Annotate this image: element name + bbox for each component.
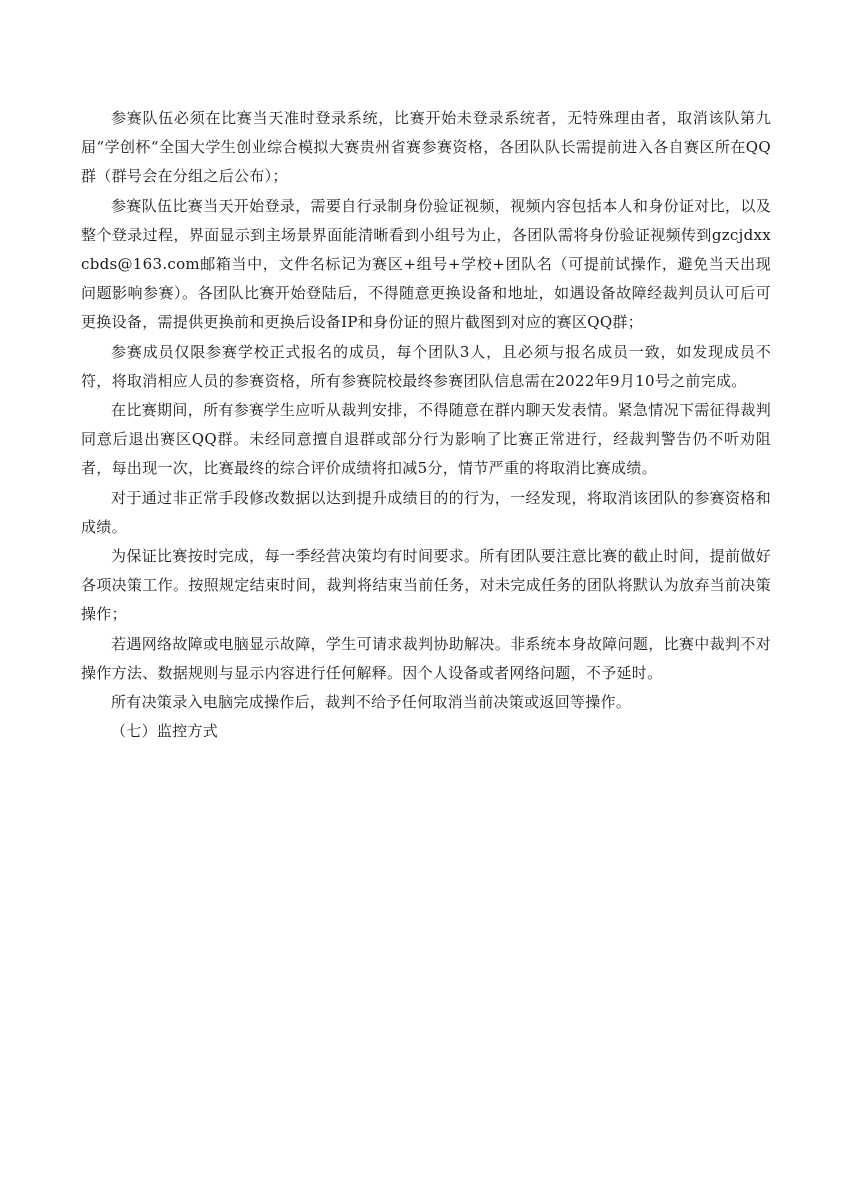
paragraph-final-decisions: 所有决策录入电脑完成操作后，裁判不给予任何取消当前决策或返回等操作。 — [111, 693, 632, 712]
paragraph-conduct-rules: 在比赛期间，所有参赛学生应听从裁判安排，不得随意在群内聊天发表情。紧急情况下需征得裁判同意后退出赛区QQ群。未经同意擅自退群或部分行为影响了比赛正常进行，经裁判警告仍不听劝阻者，每出现一次，比赛最终的综合评价成绩将扣减5分，情节严重的将取消比赛成绩。 — [81, 401, 771, 478]
paragraph-identity-verification: 参赛队伍比赛当天开始登录，需要自行录制身份验证视频，视频内容包括本人和身份证对比，以及整个登录过程，界面显示到主场景界面能清晰看到小组号为止，各团队需将身份验证视频传到gzcjdxxcbds@163.com邮箱当中，文件名标记为赛区+组号+学校+团队名（可提前试操作，避免当天出现问题影响参赛）。各团队比赛开始登陆后，不得随意更换设备和地址，如遇设备故障经裁判员认可后可更换设备，需提供更换前和更换后设备IP和身份证的照片截图到对应的赛区QQ群； — [81, 196, 771, 332]
paragraph-login-requirement: 参赛队伍必须在比赛当天准时登录系统，比赛开始未登录系统者，无特殊理由者，取消该队第九届“学创杯“全国大学生创业综合模拟大赛贵州省赛参赛资格，各团队队长需提前进入各自赛区所在QQ群（群号会在分组之后公布）； — [81, 109, 771, 186]
section-heading-monitoring: （七）监控方式 — [111, 722, 219, 741]
paragraph-time-requirements: 为保证比赛按时完成，每一季经营决策均有时间要求。所有团队要注意比赛的截止时间，提前做好各项决策工作。按照规定结束时间，裁判将结束当前任务，对未完成任务的团队将默认为放弃当前决策操作； — [81, 547, 771, 624]
document-body — [81, 104, 771, 746]
paragraph-data-tampering: 对于通过非正常手段修改数据以达到提升成绩目的的行为，一经发现，将取消该团队的参赛资格和成绩。 — [81, 488, 771, 536]
paragraph-team-members: 参赛成员仅限参赛学校正式报名的成员，每个团队3人，且必须与报名成员一致，如发现成员不符，将取消相应人员的参赛资格，所有参赛院校最终参赛团队信息需在2022年9月10号之前完成。 — [81, 342, 771, 390]
paragraph-technical-faults: 若遇网络故障或电脑显示故障，学生可请求裁判协助解决。非系统本身故障问题，比赛中裁判不对操作方法、数据规则与显示内容进行任何解释。因个人设备或者网络问题，不予延时。 — [81, 634, 771, 682]
